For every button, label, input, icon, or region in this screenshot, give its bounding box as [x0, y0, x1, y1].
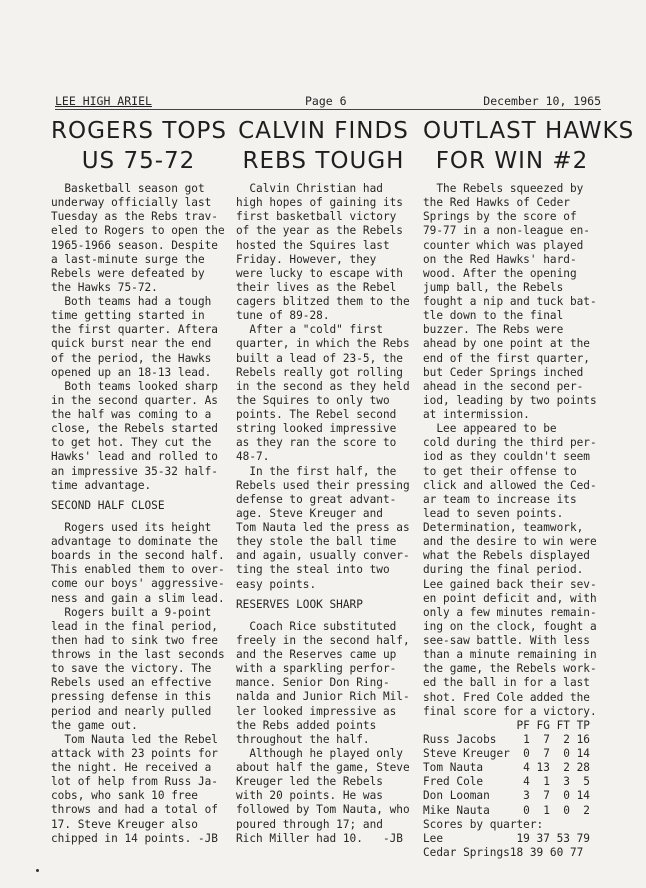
text-line: shot. Fred Cole added the [423, 690, 590, 704]
text-line: and again, usually conver- [236, 549, 410, 563]
text-line: hosted the Squires last [236, 238, 390, 252]
text-line: attack with 23 points for [51, 746, 218, 760]
text-line: cagers blitzed them to the [236, 295, 410, 308]
text-line: chipped in 14 points. -JB [51, 831, 218, 845]
text-line: first basketball victory [236, 210, 397, 224]
subheading: SECOND HALF CLOSE [51, 498, 165, 512]
box-score-row: Tom Nauta 4 13 2 28 [423, 761, 590, 775]
box-score-row: Don Looman 3 7 0 14 [423, 789, 590, 803]
text-line: throws and had a total of [51, 803, 218, 817]
text-line: what the Rebels displayed [423, 549, 590, 563]
text-line: fought a nip and tuck bat- [423, 295, 597, 308]
text-line: as they ran the score to [236, 436, 397, 450]
text-line: on the Red Hawks' hard- [423, 252, 577, 266]
box-score [423, 719, 601, 860]
text-line: freely in the second half, [236, 633, 410, 647]
text-line: ed the ball in for a last [423, 676, 590, 690]
text-line: click and allowed the Ced- [423, 478, 597, 492]
text-line: mance. Senior Don Ring- [236, 676, 390, 690]
text-line: en point deficit and, with [423, 591, 597, 605]
text-line: with 20 points. He was [236, 789, 383, 803]
text-line: Tom Nauta led the Rebel [51, 732, 218, 746]
text-line: the first quarter. Aftera [51, 323, 218, 337]
text-line: lot of help from Russ Ja- [51, 775, 218, 789]
text-line: Rebels used their pressing [236, 478, 410, 492]
text-line: the night. He received a [51, 761, 212, 774]
text-line: period and nearly pulled [51, 704, 212, 718]
text-line: string looked impressive [236, 422, 397, 436]
text-line: 48-7. [236, 450, 270, 464]
text-line: tune of 89-28. [236, 309, 330, 323]
text-line: age. Steve Kreuger and [236, 506, 383, 520]
text-line: they stole the ball time [236, 535, 397, 549]
article-body [51, 182, 226, 493]
text-line: throughout the half. [236, 732, 370, 746]
text-line: high hopes of gaining its [236, 196, 403, 210]
text-line: to get hot. They cut the [51, 436, 212, 450]
text-line: After a "cold" first [236, 323, 383, 337]
text-line: ahead by one point at the [423, 337, 590, 351]
text-line: the Hawks 75-72. [51, 280, 158, 294]
text-line: and the Reserves came up [236, 648, 397, 661]
text-line: 79-77 in a non-league en- [423, 224, 590, 238]
text-line: then had to sink two free [51, 633, 218, 647]
text-line: during the final period. [423, 563, 584, 577]
text-line: The Rebels squeezed by [423, 182, 584, 195]
box-score-rows [423, 733, 601, 818]
text-line: iod, leading by two points [423, 393, 597, 407]
text-line: of the period, the Hawks [51, 351, 212, 365]
text-line: This enabled them to over- [51, 563, 225, 577]
text-line: Although he played only [236, 746, 403, 760]
text-line: Tom Nauta led the press as [236, 521, 410, 534]
text-line: the game, the Rebels work- [423, 662, 597, 676]
quarter-score-row: Lee 19 37 53 79 [423, 831, 590, 845]
text-line: Tuesday as the Rebs trav- [51, 210, 218, 224]
text-line: see-saw battle. With less [423, 634, 590, 647]
text-line: underway officially last [51, 196, 212, 210]
text-line: ing on the clock, fought a [423, 619, 597, 633]
text-line: Calvin Christian had [236, 182, 383, 195]
text-line: ar team to increase its [423, 492, 577, 506]
text-line: but Ceder Springs inched [423, 365, 584, 379]
text-line: ler looked impressive as [236, 704, 397, 718]
text-line: defense to great advant- [236, 492, 397, 506]
text-line: about half the game, Steve [236, 761, 410, 774]
text-line: easy points. [236, 577, 317, 591]
paper-name: LEE HIGH ARIEL [55, 94, 152, 108]
text-line: ting the steal into two [236, 563, 390, 577]
text-line: advantage to dominate the [51, 535, 218, 548]
text-line: built a lead of 23-5, the [236, 351, 403, 365]
text-line: in the second quarter. As [51, 393, 218, 407]
text-line: end of the first quarter, [423, 351, 590, 365]
text-line: the half was coming to a [51, 408, 212, 421]
text-line: in the second as they held [236, 379, 410, 393]
text-line: quarter, in which the Rebs [236, 337, 410, 351]
text-line: and the desire to win were [423, 535, 597, 549]
text-line: ness and gain a slim lead. [51, 591, 225, 605]
text-line: a last-minute surge the [51, 252, 205, 266]
text-line: throws in the last seconds [51, 648, 225, 661]
text-line: Both teams looked sharp [51, 379, 218, 393]
text-line: 17. Steve Kreuger also [51, 817, 198, 831]
text-line: tle down to the final [423, 309, 564, 323]
quarter-score-row: Cedar Springs18 39 60 77 [423, 845, 584, 859]
text-line: cobs, who sank 10 free [51, 789, 198, 803]
text-line: poured through 17; and [236, 817, 383, 831]
box-score-row: Steve Kreuger 0 7 0 14 [423, 747, 590, 760]
text-line: counter which was played [423, 238, 584, 252]
text-line: Rebels were defeated by [51, 266, 205, 280]
text-line: time getting started in [51, 309, 205, 323]
article-body-continued [51, 521, 226, 846]
text-line: Rebels used an effective [51, 676, 212, 690]
headline: OUTLAST HAWKS FOR WIN #2 [423, 118, 635, 174]
text-line: with a sparkling perfor- [236, 662, 397, 676]
article-hawks [423, 116, 635, 860]
article-body [423, 182, 601, 719]
text-line: Both teams had a tough [51, 295, 212, 308]
text-line: final score for a victory. [423, 704, 597, 718]
page-speck [36, 869, 39, 872]
text-line: Coach Rice substituted [236, 619, 397, 633]
text-line: quick burst near the end [51, 337, 212, 351]
text-line: iod as they couldn't seem [423, 450, 590, 464]
text-line: the Squires to only two [236, 393, 390, 407]
text-line: ahead in the second per- [423, 379, 584, 393]
box-score-row: Mike Nauta 0 1 0 2 [423, 803, 590, 817]
text-line: the game out. [51, 718, 138, 732]
text-line: Rebels really got rolling [236, 365, 403, 379]
text-line: 1965-1966 season. Despite [51, 238, 218, 252]
box-score-row: Fred Cole 4 1 3 5 [423, 775, 590, 789]
text-line: Lee appeared to be [423, 422, 557, 436]
text-line: followed by Tom Nauta, who [236, 803, 410, 817]
text-line: close, the Rebels started [51, 422, 218, 436]
quarter-scores [423, 832, 601, 860]
headline: ROGERS TOPS US 75-72 [51, 118, 227, 174]
text-line: time advantage. [51, 478, 152, 492]
text-line: lead in the final period, [51, 619, 218, 633]
article-body-continued [236, 620, 411, 846]
article-body [236, 182, 411, 592]
subheading: RESERVES LOOK SHARP [236, 597, 363, 611]
text-line: the Red Hawks of Ceder [423, 196, 570, 210]
text-line: Springs by the score of [423, 210, 577, 224]
text-line: Kreuger led the Rebels [236, 775, 383, 789]
text-line: points. The Rebel second [236, 408, 397, 421]
text-line: cold during the third per- [423, 436, 597, 450]
page-number: Page 6 [305, 94, 347, 108]
text-line: only a few minutes remain- [423, 605, 597, 619]
article-calvin [236, 116, 411, 846]
text-line: come our boys' aggressive- [51, 577, 225, 591]
text-line: their lives as the Rebel [236, 280, 397, 294]
text-line: Rogers used its height [51, 520, 212, 534]
text-line: wood. After the opening [423, 266, 577, 280]
text-line: buzzer. The Rebs were [423, 323, 564, 337]
text-line: pressing defense in this [51, 690, 212, 704]
quarters-label: Scores by quarter: [423, 817, 544, 831]
text-line: than a minute remaining in [423, 648, 597, 662]
text-line: Lee gained back their sev- [423, 577, 597, 591]
text-line: opened up an 18-13 lead. [51, 365, 212, 379]
box-score-header: PF FG FT TP [423, 718, 590, 732]
text-line: the Rebs added points [236, 718, 377, 732]
text-line: boards in the second half. [51, 549, 225, 563]
text-line: an impressive 35-32 half- [51, 464, 218, 478]
text-line: of the year as the Rebels [236, 224, 403, 238]
issue-date: December 10, 1965 [483, 94, 601, 108]
box-score-row: Russ Jacobs 1 7 2 16 [423, 732, 590, 746]
text-line: eled to Rogers to open the [51, 224, 225, 238]
text-line: Hawks' lead and rolled to [51, 450, 218, 464]
text-line: Rogers built a 9-point [51, 605, 212, 619]
text-line: In the first half, the [236, 464, 397, 478]
text-line: Rich Miller had 10. -JB [236, 831, 403, 845]
article-rogers [51, 116, 226, 846]
text-line: to get their offense to [423, 464, 577, 478]
page-header [55, 93, 601, 110]
text-line: jump ball, the Rebels [423, 280, 564, 294]
text-line: at intermission. [423, 408, 530, 421]
text-line: to save the victory. The [51, 662, 212, 676]
text-line: Determination, teamwork, [423, 521, 584, 534]
text-line: Friday. However, they [236, 252, 377, 266]
text-line: nalda and Junior Rich Mil- [236, 690, 410, 704]
text-line: Basketball season got [51, 182, 205, 195]
headline: CALVIN FINDS REBS TOUGH [238, 118, 409, 174]
text-line: were lucky to escape with [236, 266, 403, 280]
text-line: lead to seven points. [423, 506, 564, 520]
